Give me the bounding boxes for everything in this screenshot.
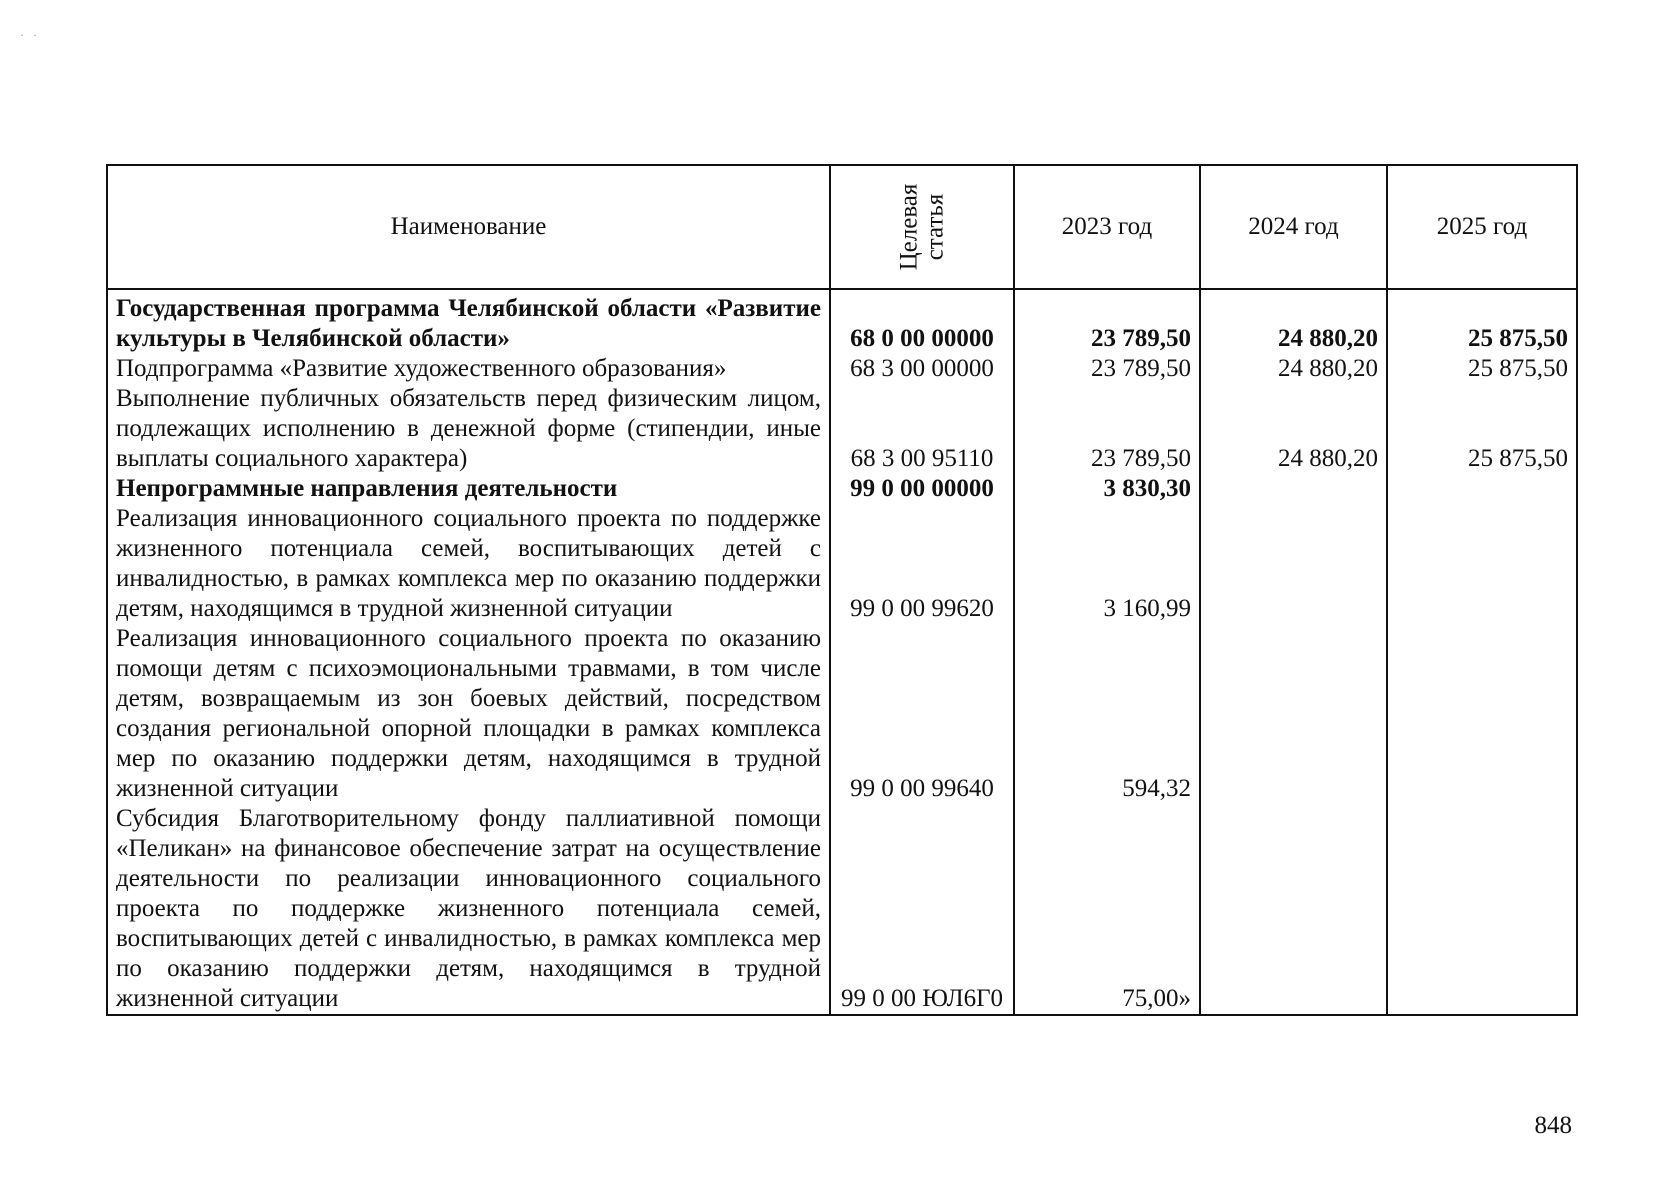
row-2024: 24 880,20 <box>1200 354 1387 384</box>
scan-mark: · · <box>20 28 40 42</box>
row-code: 68 3 00 00000 <box>830 354 1014 384</box>
header-target-article-label <box>896 183 948 270</box>
row-2023: 3 830,30 <box>1014 474 1200 504</box>
row-code: 68 0 00 00000 <box>830 289 1014 354</box>
row-name: Реализация инновационного социального проекта по оказанию помощи детям с психоэмоциональными травмами, в том числе детям, возвращаемым из зон боевых действий, посредством создания региональной опорной площадки в рамках комплекса мер по оказанию поддержки детям, находящимся в трудной жизненной ситуации <box>107 624 830 804</box>
row-2023: 23 789,50 <box>1014 289 1200 354</box>
row-2025: 25 875,50 <box>1387 354 1577 384</box>
row-2025 <box>1387 804 1577 1015</box>
row-2023: 594,32 <box>1014 624 1200 804</box>
row-2024 <box>1200 474 1387 504</box>
row-2023: 23 789,50 <box>1014 384 1200 474</box>
row-2025 <box>1387 474 1577 504</box>
row-2024: 24 880,20 <box>1200 289 1387 354</box>
row-2024 <box>1200 804 1387 1015</box>
row-code: 99 0 00 ЮЛ6Г0 <box>830 804 1014 1015</box>
row-name: Подпрограмма «Развитие художественного образования» <box>107 354 830 384</box>
header-code-line2: статья <box>920 193 948 260</box>
row-2025 <box>1387 624 1577 804</box>
table-row <box>107 354 1577 384</box>
row-2023: 75,00» <box>1014 804 1200 1015</box>
row-name: Реализация инновационного социального проекта по поддержке жизненного потенциала семей, воспитывающих детей с инвалидностью, в рамках комплекса мер по оказанию поддержки детям, находящимся в трудной жизненной ситуации <box>107 504 830 624</box>
row-2023: 23 789,50 <box>1014 354 1200 384</box>
header-target-article <box>830 165 1014 289</box>
table-row <box>107 804 1577 1015</box>
row-2024 <box>1200 624 1387 804</box>
table-row <box>107 474 1577 504</box>
header-code-line1: Целевая <box>894 183 922 270</box>
header-name: Наименование <box>107 165 830 289</box>
header-2025: 2025 год <box>1387 165 1577 289</box>
row-name: Государственная программа Челябинской области «Развитие культуры в Челябинской области» <box>107 289 830 354</box>
table-row <box>107 504 1577 624</box>
row-2024 <box>1200 504 1387 624</box>
header-2024: 2024 год <box>1200 165 1387 289</box>
header-2023: 2023 год <box>1014 165 1200 289</box>
row-name: Непрограммные направления деятельности <box>107 474 830 504</box>
page-number: 848 <box>1534 1112 1572 1139</box>
table-row <box>107 384 1577 474</box>
row-code: 99 0 00 99620 <box>830 504 1014 624</box>
row-2024: 24 880,20 <box>1200 384 1387 474</box>
row-2023: 3 160,99 <box>1014 504 1200 624</box>
row-code: 68 3 00 95110 <box>830 384 1014 474</box>
table-row <box>107 624 1577 804</box>
row-name: Выполнение публичных обязательств перед физическим лицом, подлежащих исполнению в денежной форме (стипендии, иные выплаты социального характера) <box>107 384 830 474</box>
row-code: 99 0 00 00000 <box>830 474 1014 504</box>
row-2025: 25 875,50 <box>1387 289 1577 354</box>
table-row <box>107 289 1577 354</box>
row-2025 <box>1387 504 1577 624</box>
budget-table <box>106 164 1578 1016</box>
table-header-row <box>107 165 1577 289</box>
row-name: Субсидия Благотворительному фонду паллиативной помощи «Пеликан» на финансовое обеспечение затрат на осуществление деятельности по реализации инновационного социального проекта по поддержке жизненного потенциала семей, воспитывающих детей с инвалидностью, в рамках комплекса мер по оказанию поддержки детям, находящимся в трудной жизненной ситуации <box>107 804 830 1015</box>
row-2025: 25 875,50 <box>1387 384 1577 474</box>
row-code: 99 0 00 99640 <box>830 624 1014 804</box>
